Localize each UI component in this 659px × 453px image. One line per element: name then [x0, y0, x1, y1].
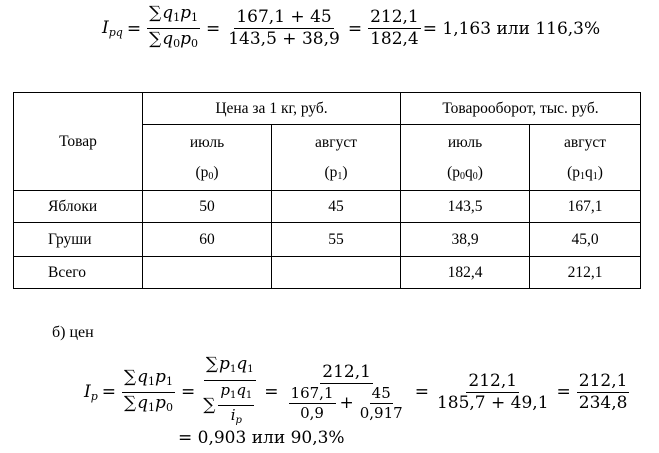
fraction-step3: $\frac{212,1}{182,4}$ — [370, 7, 419, 49]
fraction-step4: $\frac{212,1}{185,7 + 49,1}$ — [436, 370, 549, 413]
fraction-sum-q1p1-over-q1p0: $\frac{\sum q_1p_1}{\sum q_1p_0}$ — [124, 366, 173, 414]
cell-p0q0: 38,9 — [401, 223, 530, 257]
fraction-step5: $\frac{212,1}{234,8}$ — [578, 370, 628, 413]
cell-p1q1: 167,1 — [530, 191, 641, 223]
cell-p0q0: 182,4 — [401, 257, 530, 289]
cell-p1q1: 212,1 — [530, 257, 641, 289]
cell-p0: 60 — [143, 223, 272, 257]
row-name: Яблоки — [14, 191, 143, 223]
header-turnover: Товарооборот, тыс. руб. — [401, 93, 641, 125]
fraction-sum-p1q1-over-sum-p1q1-ip: $\sum p_1q_1$ ∑ $\frac{p_1q_1}{i_p}$ — [203, 354, 254, 426]
subheader-august-turnover: август (p1q1) — [530, 125, 641, 191]
table-header-row — [14, 93, 641, 125]
table-row — [14, 223, 641, 257]
fraction-step2: $\frac{167,1 + 45}{143,5 + 38,9}$ — [228, 7, 340, 49]
cell-p0 — [143, 257, 272, 289]
formula2-result: = 0,903 или 90,3% — [178, 428, 345, 448]
section-b-label: б) цен — [52, 324, 94, 341]
row-name: Всего — [14, 257, 143, 289]
header-price: Цена за 1 кг, руб. — [143, 93, 401, 125]
subheader-august-price: август (p1) — [272, 125, 401, 191]
subheader-july-turnover: июль (p0q0) — [401, 125, 530, 191]
fraction-sum-q1p1-over-q0p0: $\frac{\sum q_1p_1}{\sum q_0p_0}$ — [149, 3, 198, 50]
cell-p1: 55 — [272, 223, 401, 257]
subheader-july-price: июль (p0) — [143, 125, 272, 191]
table-row — [14, 257, 641, 289]
fraction-step3: 212,1 $\frac{167,1}{0,9}$ + $\frac{45}{0,917}$ — [290, 361, 403, 422]
formula1-result: = 1,163 или 116,3% — [422, 18, 601, 39]
cell-p1: 45 — [272, 191, 401, 223]
cell-p0: 50 — [143, 191, 272, 223]
formula-turnover-index: $I_{pq}$ = $\frac{\sum q_1p_1}{\sum q_0p_0}$ = $\frac{167,1 + 45}{143,5 + 38,9}$ = $\frac{212,1}{182,4}$ = 1,163 или 116,3% — [102, 4, 600, 53]
formula-price-index: $I_p$ = $\frac{\sum q_1p_1}{\sum q_1p_0}$ = $\sum p_1q_1$ ∑ $\frac{p_1q_1}{i_p}$ = 212,1 $\frac{167,1}{0,9}$ + $\frac{45}{0,917}$ = $\frac{212,1}{185,7 + 49,1}$ = $\frac{212,1}{234,8}$ — [84, 355, 631, 429]
sales-table — [13, 92, 641, 289]
cell-p0q0: 143,5 — [401, 191, 530, 223]
cell-p1q1: 45,0 — [530, 223, 641, 257]
table-row — [14, 191, 641, 223]
row-name: Груши — [14, 223, 143, 257]
cell-p1 — [272, 257, 401, 289]
header-product: Товар — [14, 93, 143, 191]
